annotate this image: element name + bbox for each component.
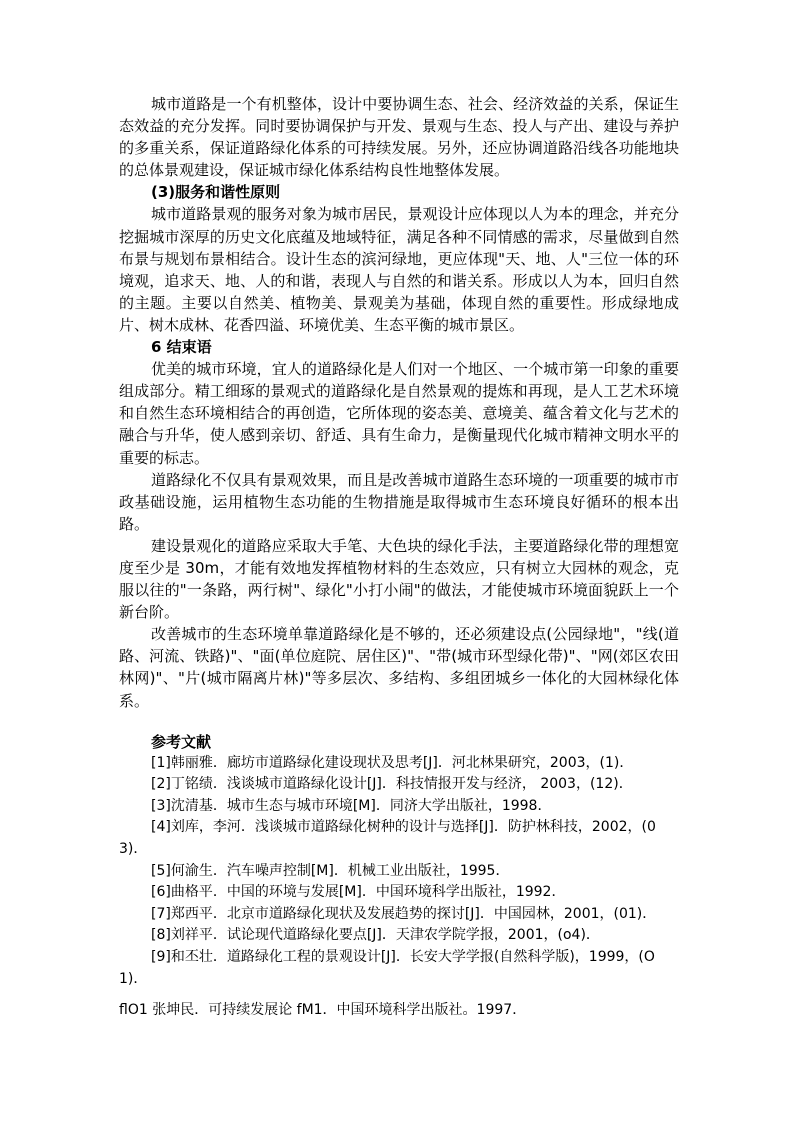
paragraph-conclusion-2: 道路绿化不仅具有景观效果，而且是改善城市道路生态环境的一项重要的城市市政基础设施，运用植物生态功能的生物措施是取得城市生态环境良好循环的根本出路。 [119, 470, 679, 533]
reference-item-10: flO1 张坤民．可持续发展论 fM1．中国环境科学出版社。1997． [119, 1002, 527, 1018]
reference-item-1: [1]韩丽雅．廊坊市道路绿化建设现状及思考[J]．河北林果研究，2003，(1)． [151, 754, 634, 771]
section-heading-service-harmony: (3)服务和谐性原则 [151, 183, 281, 202]
reference-item-2: [2]丁铭绩．浅谈城市道路绿化设计[J]．科技情报开发与经济， 2003，(12)． [151, 776, 633, 793]
section-heading-conclusion: 6 结束语 [151, 338, 212, 357]
document-body [119, 93, 679, 990]
references-heading: 参考文献 [151, 732, 212, 751]
reference-item-5: [5]何渝生．汽车噪声控制[M]．机械工业出版社，1995． [151, 862, 510, 879]
paragraph-conclusion-3: 建设景观化的道路应采取大手笔、大色块的绿化手法，主要道路绿化带的理想宽度至少是 30m，才能有效地发挥植物材料的生态效应，只有树立大园林的观念，克服以往的"一条路，两行树"、绿化"小打小闹"的做法，才能使城市环境面貌跃上一个新台阶。 [119, 536, 679, 622]
reference-item-9: [9]和丕壮．道路绿化工程的景观设计[J]．长安大学学报(自然科学版)，1999，(O1)． [119, 948, 655, 987]
reference-item-7: [7]郑西平．北京市道路绿化现状及发展趋势的探讨[J]．中国园林，2001，(01)． [151, 905, 657, 922]
reference-item-6: [6]曲格平．中国的环境与发展[M]．中国环境科学出版社，1992． [151, 884, 566, 901]
paragraph-conclusion-1: 优美的城市环境，宜人的道路绿化是人们对一个地区、一个城市第一印象的重要组成部分。精工细琢的景观式的道路绿化是自然景观的提炼和再现，是人工艺术环境和自然生态环境相结合的再创造，它所体现的姿态美、意境美、蕴含着文化与艺术的融合与升华，使人感到亲切、舒适、具有生命力，是衡量现代化城市精神文明水平的重要的标志。 [119, 360, 679, 467]
reference-item-4: [4]刘库，李河．浅谈城市道路绿化树种的设计与选择[J]．防护林科技，2002，(03)． [119, 819, 656, 857]
paragraph-coordination: 城市道路是一个有机整体，设计中要协调生态、社会、经济效益的关系，保证生态效益的充分发挥。同时要协调保护与开发、景观与生态、投人与产出、建设与养护的多重关系，保证道路绿化体系的可持续发展。另外，还应协调道路沿线各功能地块的总体景观建设，保证城市绿化体系结构良性地整体发展。 [119, 95, 679, 180]
reference-item-8: [8]刘祥平．试论现代道路绿化要点[J]．天津农学院学报，2001，(o4)． [151, 927, 600, 944]
reference-item-3: [3]沈清基．城市生态与城市环境[M]．同济大学出版社，1998． [151, 797, 552, 814]
paragraph-service-harmony: 城市道路景观的服务对象为城市居民，景观设计应体现以人为本的理念，并充分挖掘城市深厚的历史文化底蕴及地域特征，满足各种不同情感的需求，尽量做到自然布景与规划布景相结合。设计生态的滨河绿地，更应体现"天、地、人"三位一体的环境观，追求天、地、人的和谐，表现人与自然的和谐关系。形成以人为本，回归自然的主题。主要以自然美、植物美、景观美为基础，体现自然的重要性。形成绿地成片、树木成林、花香四溢、环境优美、生态平衡的城市景区。 [119, 205, 679, 334]
paragraph-conclusion-4: 改善城市的生态环境单靠道路绿化是不够的，还必须建设点(公园绿地"，"线(道路、河流、铁路)"、"面(单位庭院、居住区)"、"带(城市环型绿化带)"、"网(郊区农田林网)"、"片(城市隔离片林)"等多层次、多结构、多组团城乡一体化的大园林绿化体系。 [119, 625, 679, 710]
